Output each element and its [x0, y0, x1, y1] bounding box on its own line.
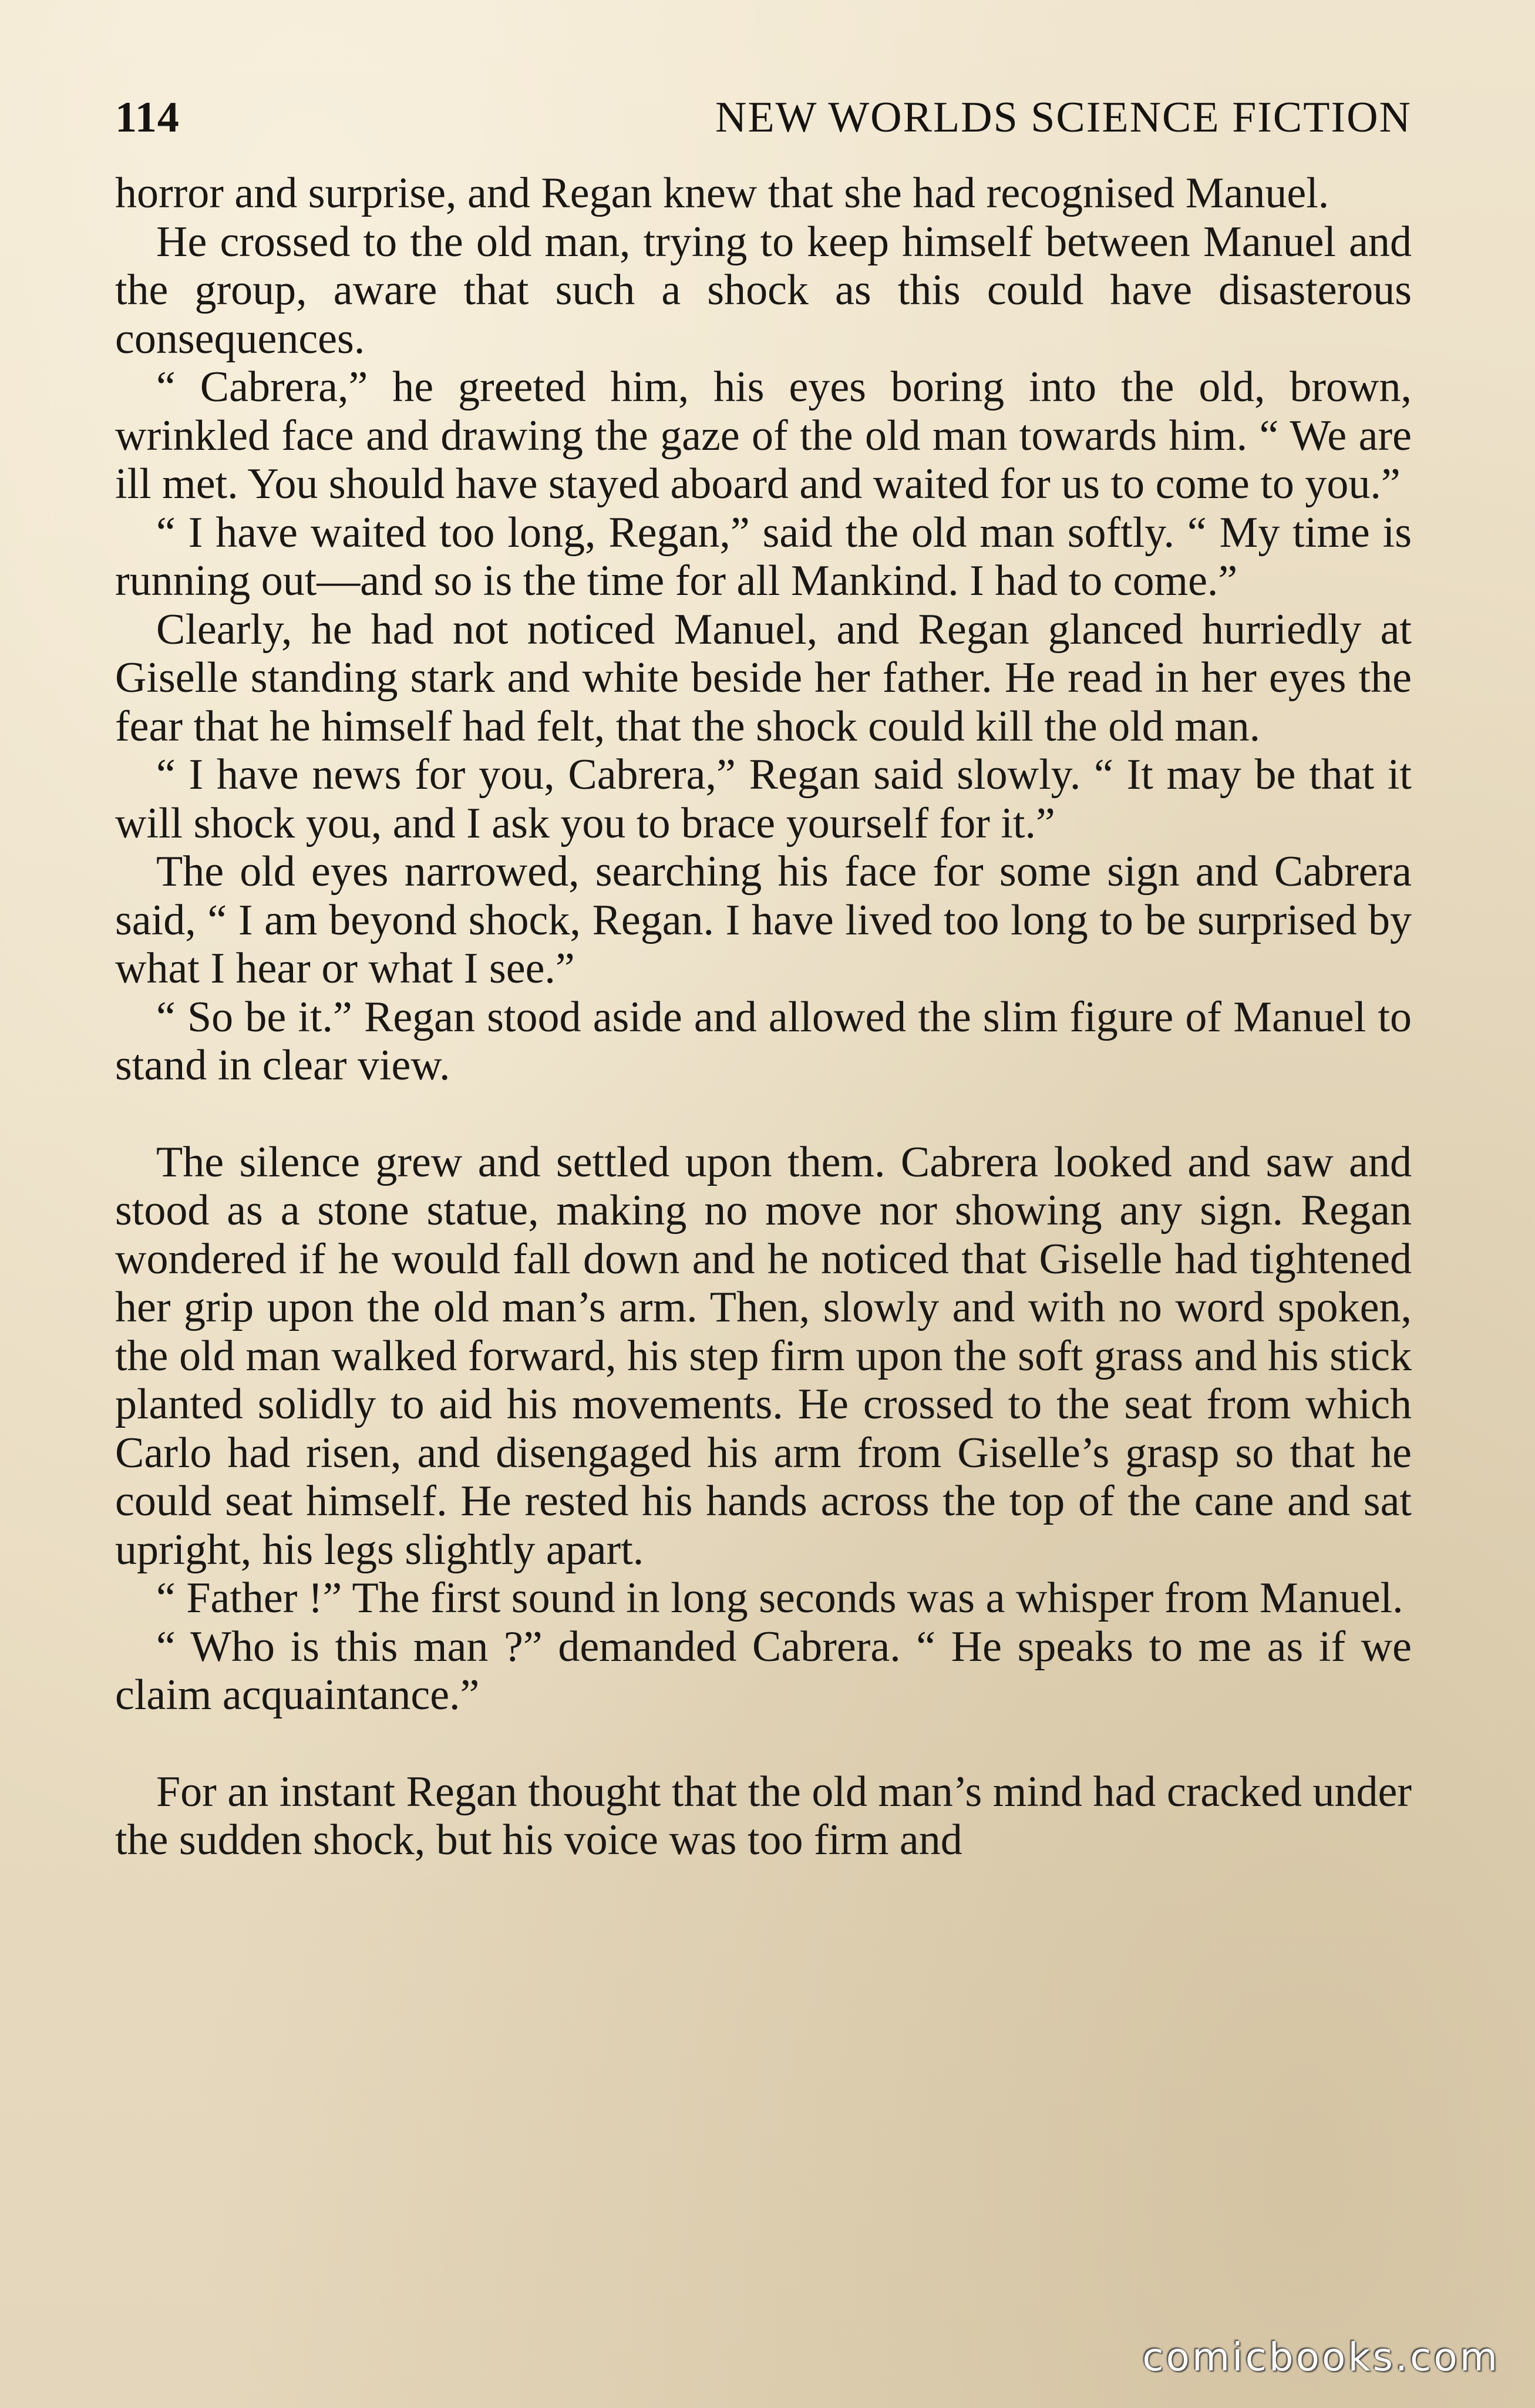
paragraph: Clearly, he had not noticed Manuel, and Regan glanced hurriedly at Giselle standing stark and white beside her father. He read in her eyes the fear that he himself had felt, that the shock could kill the old man. — [115, 605, 1412, 751]
paragraph: “ Cabrera,” he greeted him, his eyes boring into the old, brown, wrinkled face and drawing the gaze of the old man towards him. “ We are ill met. You should have stayed aboard and waited for us to come to you.” — [115, 363, 1412, 508]
watermark: comicbooks.com — [1142, 2335, 1500, 2380]
paragraph: “ So be it.” Regan stood aside and allowed the slim figure of Manuel to stand in clear view. — [115, 993, 1412, 1089]
paragraph: The silence grew and settled upon them. Cabrera looked and saw and stood as a stone statue, making no move nor showing any sign. Regan wondered if he would fall down and he noticed that Giselle had tightened her grip upon the old man’s arm. Then, slowly and with no word spoken, the old man walked forward, his step firm upon the soft grass and his stick planted solidly to aid his movements. He crossed to the seat from which Carlo had risen, and disengaged his arm from Giselle’s grasp so that he could seat himself. He rested his hands across the top of the cane and sat upright, his legs slightly apart. — [115, 1138, 1412, 1574]
journal-title: NEW WORLDS SCIENCE FICTION — [715, 93, 1412, 142]
book-page — [115, 88, 1412, 1865]
page-number: 114 — [115, 93, 180, 142]
paragraph: The old eyes narrowed, searching his face for some sign and Cabrera said, “ I am beyond shock, Regan. I have lived too long to be surprised by what I hear or what I see.” — [115, 847, 1412, 993]
body-text — [115, 169, 1412, 1865]
paragraph: “ I have news for you, Cabrera,” Regan said slowly. “ It may be that it will shock you, and I ask you to brace yourself for it.” — [115, 751, 1412, 847]
running-head — [115, 88, 1412, 147]
paragraph: He crossed to the old man, trying to keep himself between Manuel and the group, aware that such a shock as this could have disasterous consequences. — [115, 217, 1412, 363]
paragraph: For an instant Regan thought that the old man’s mind had cracked under the sudden shock, but his voice was too firm and — [115, 1767, 1412, 1864]
paragraph: “ Father !” The first sound in long seconds was a whisper from Manuel. — [156, 1574, 1403, 1622]
paragraph: “ I have waited too long, Regan,” said the old man softly. “ My time is running out—and so is the time for all Mankind. I had to come.” — [115, 508, 1412, 605]
paragraph: “ Who is this man ?” demanded Cabrera. “ He speaks to me as if we claim acquaintance.” — [115, 1622, 1412, 1719]
paragraph: horror and surprise, and Regan knew that she had recognised Manuel. — [115, 169, 1329, 217]
